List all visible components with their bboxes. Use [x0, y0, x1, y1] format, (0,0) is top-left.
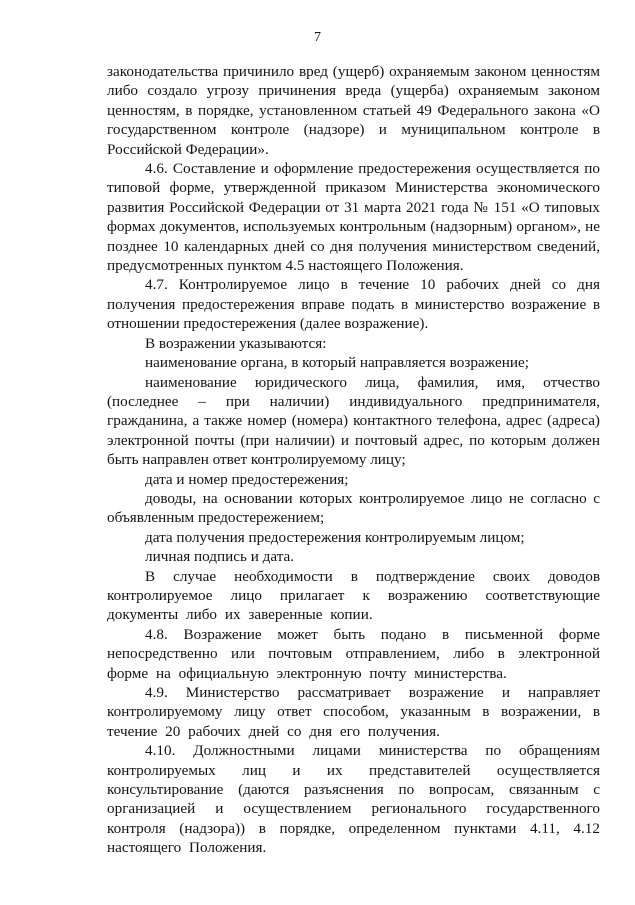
paragraph-4-6: 4.6. Составление и оформление предостережения осуществляется по типовой форме, утвержденной приказом Министерства экономического развития Российской Федерации от 31 марта 2021 года № 151 «О типовых формах документов, используемых контрольным (надзорным) органом», не позднее 10 календарных дней со дня получения министерством сведений, предусмотренных пунктом 4.5 настоящего Положения. [107, 160, 600, 275]
paragraph-objection-contents: В возражении указываются: [145, 334, 327, 352]
list-item-entity-details: наименование юридического лица, фамилия, имя, отчество (последнее – при наличии) индивидуального предпринимателя, гражданина, а также номер (номера) контактного телефона, адрес (адреса) электронной почты (при наличии) и почтовый адрес, по которым должен быть направлен ответ контролируемому лицу; [107, 373, 600, 469]
list-item-authority-name: наименование органа, в который направляется возражение; [145, 354, 529, 372]
document-body [107, 62, 600, 858]
list-item-receipt-date: дата получения предостережения контролируемым лицом; [145, 528, 525, 546]
paragraph-4-7: 4.7. Контролируемое лицо в течение 10 рабочих дней со дня получения предостережения вправе подать в министерство возражение в отношении предостережения (далее возражение). [107, 276, 600, 333]
list-item-signature: личная подпись и дата. [145, 548, 295, 566]
paragraph-continuation: законодательства причинило вред (ущерб) охраняемым законом ценностям либо создало угрозу причинения вреда (ущерба) охраняемым законом ценностям, в порядке, установленном статьей 49 Федерального закона «О государственном контроле (надзоре) и муниципальном контроле в Российской Федерации». [107, 63, 600, 158]
paragraph-4-8: 4.8. Возражение может быть подано в письменной форме непосредственно или почтовым отправлением, либо в электронной форме на официальную электронную почту министерства. [107, 625, 600, 682]
list-item-arguments: доводы, на основании которых контролируемое лицо не согласно с объявленным предостережением; [107, 489, 600, 527]
paragraph-4-10: 4.10. Должностными лицами министерства по обращениям контролируемых лиц и их представителей осуществляется консультирование (даются разъяснения по вопросам, связанным с организацией и осуществлением регионального государственного контроля (надзора)) в порядке, определенном пунктами 4.11, 4.12 настоящего Положения. [107, 742, 600, 857]
list-item-warning-date-number: дата и номер предостережения; [145, 470, 349, 488]
paragraph-4-9: 4.9. Министерство рассматривает возражение и направляет контролируемому лицу ответ способом, указанным в возражении, в течение 20 рабочих дней со дня его получения. [107, 684, 600, 740]
page-number: 7 [314, 30, 321, 45]
paragraph-supporting-documents: В случае необходимости в подтверждение своих доводов контролируемое лицо прилагает к возражению соответствующие документы либо их заверенные копии. [107, 567, 600, 624]
